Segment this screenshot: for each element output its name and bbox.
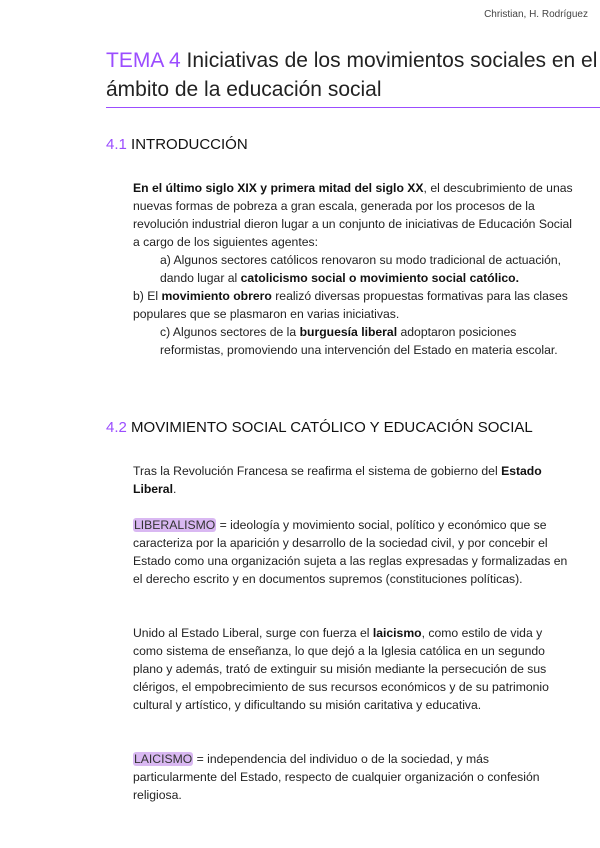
list-item-b xyxy=(133,287,573,323)
section-title: MOVIMIENTO SOCIAL CATÓLICO Y EDUCACIÓN SOCIAL xyxy=(126,419,533,436)
section-heading-4-1 xyxy=(106,136,248,153)
document-title xyxy=(106,46,600,108)
section-number: 4.2 xyxy=(106,419,127,436)
section-heading-4-2 xyxy=(106,419,533,436)
title-text: Iniciativas de los movimientos sociales en el ámbito de la educación social xyxy=(106,49,598,101)
highlighted-term: LAICISMO xyxy=(134,752,193,766)
p1-pre: Tras la Revolución Francesa se reafirma el sistema de gobierno del xyxy=(133,464,502,478)
liberalismo-paragraph xyxy=(133,516,573,588)
item-b-post: realizó diversas propuestas formativas para las clases populares que se plasmaron en varias iniciativas. xyxy=(133,289,568,321)
item-c-pre: c) Algunos sectores de la xyxy=(160,325,300,339)
title-number: TEMA 4 xyxy=(106,49,181,72)
list-item-a xyxy=(133,251,573,287)
section-2-body xyxy=(133,462,573,498)
highlighted-term: LIBERALISMO xyxy=(134,518,216,532)
paragraph-estado-liberal xyxy=(133,462,573,498)
definition-laicismo xyxy=(133,750,573,804)
author-name: Christian, H. Rodríguez xyxy=(484,9,588,20)
laicismo-definition-paragraph xyxy=(133,750,573,804)
item-c-post: adoptaron posiciones reformistas, promoviendo una intervención del Estado en materia escolar. xyxy=(160,325,558,357)
p3-pre: Unido al Estado Liberal, surge con fuerza el xyxy=(133,626,373,640)
p3-post: , como estilo de vida y como sistema de enseñanza, lo que dejó a la Iglesia católica en un segundo plano y además, trató de extinguir su misión mediante la persecución de sus clérigos, el empobrecimiento de sus recursos económicos y de su patrimonio cultural y artístico, y dificultando su misión caritativa y educativa. xyxy=(133,626,549,712)
intro-bold: En el último siglo XIX y primera mitad del siglo XX xyxy=(133,181,424,195)
section-1-body xyxy=(133,179,573,359)
item-b-pre: b) El xyxy=(133,289,162,303)
paragraph-laicismo xyxy=(133,624,573,714)
definition-liberalismo xyxy=(133,516,573,588)
page-title xyxy=(106,46,600,104)
p1-bold: Estado Liberal xyxy=(133,464,542,496)
p3-bold: laicismo xyxy=(372,626,422,640)
item-a-bold: catolicismo social o movimiento social católico. xyxy=(240,271,520,285)
item-b-bold: movimiento obrero xyxy=(161,289,272,303)
definition-text: = ideología y movimiento social, político y económico que se caracteriza por la aparición y desarrollo de la sociedad civil, y por concebir el Estado como una organización sujeta a las reglas expresadas y formalizadas en el derecho escrito y en documentos supremos (constituciones políticas). xyxy=(133,518,568,586)
laicismo-paragraph xyxy=(133,624,573,714)
item-a-text: a) Algunos sectores católicos renovaron su modo tradicional de actuación, dando lugar al xyxy=(160,253,562,285)
section-number: 4.1 xyxy=(106,136,127,153)
item-c-bold: burguesía liberal xyxy=(299,325,398,339)
p1-post: . xyxy=(172,482,177,496)
intro-text: , el descubrimiento de unas nuevas formas de pobreza a gran escala, generada por los procesos de la revolución industrial dieron lugar a un conjunto de iniciativas de Educación Social a cargo de los siguientes agentes: xyxy=(133,181,573,249)
list-item-c xyxy=(133,323,573,359)
section-title: INTRODUCCIÓN xyxy=(126,136,248,153)
intro-paragraph xyxy=(133,179,573,251)
definition-text: = independencia del individuo o de la sociedad, y más particularmente del Estado, respecto de cualquier organización o confesión religiosa. xyxy=(133,752,540,802)
